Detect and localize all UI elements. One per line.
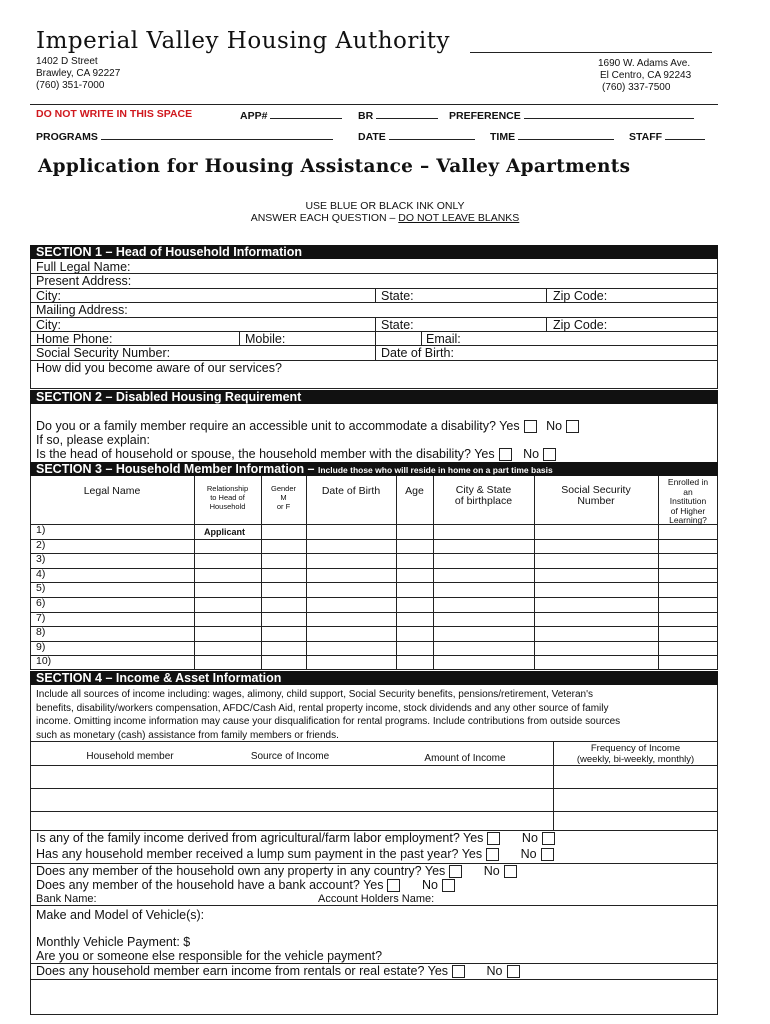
col-relationship-line: Relationship bbox=[206, 484, 249, 493]
time-field[interactable] bbox=[490, 129, 614, 143]
hoh-disability-no-checkbox[interactable] bbox=[543, 448, 556, 461]
income-row-2[interactable] bbox=[30, 788, 553, 811]
right-address-line: (760) 337-7500 bbox=[602, 82, 671, 93]
mobile-field[interactable]: Mobile: bbox=[245, 332, 286, 346]
household-member-row[interactable] bbox=[30, 641, 718, 656]
instruction-blanks bbox=[0, 212, 770, 224]
col-amount-income: Amount of Income bbox=[424, 753, 506, 764]
household-member-row[interactable] bbox=[30, 568, 718, 583]
home-phone-field[interactable]: Home Phone: bbox=[36, 332, 113, 346]
col-relationship bbox=[194, 484, 261, 511]
state-field[interactable]: State: bbox=[381, 289, 414, 303]
col-relationship-line: Household bbox=[209, 502, 246, 511]
aware-field[interactable]: How did you become aware of our services? bbox=[36, 361, 282, 375]
household-member-row[interactable] bbox=[30, 553, 718, 568]
email-field[interactable]: Email: bbox=[426, 332, 461, 346]
accessible-unit-no-label: No bbox=[546, 419, 563, 433]
col-ssn-line: Social Security bbox=[561, 484, 631, 496]
left-address-line: 1402 D Street bbox=[36, 56, 98, 67]
col-city-state-line: City & State bbox=[455, 484, 512, 496]
dob-field[interactable]: Date of Birth: bbox=[381, 346, 454, 360]
instruction-prefix: ANSWER EACH QUESTION – bbox=[250, 212, 399, 224]
row-number: 5) bbox=[36, 582, 46, 594]
accessible-unit-yes-checkbox[interactable] bbox=[524, 420, 537, 433]
agri-income-no-checkbox[interactable] bbox=[542, 832, 555, 845]
app-label: APP# bbox=[240, 110, 268, 122]
col-enrolled-line: an bbox=[683, 486, 693, 497]
staff-label: STAFF bbox=[629, 131, 663, 143]
date-label: DATE bbox=[358, 131, 386, 143]
property-yes-checkbox[interactable] bbox=[449, 865, 462, 878]
col-enrolled-line: Enrolled in bbox=[667, 477, 709, 487]
programs-field[interactable] bbox=[36, 129, 333, 143]
left-address-line: (760) 351-7000 bbox=[36, 80, 105, 91]
office-use-notice: DO NOT WRITE IN THIS SPACE bbox=[36, 108, 193, 120]
account-holders-field[interactable]: Account Holders Name: bbox=[318, 893, 435, 905]
col-source-income: Source of Income bbox=[250, 751, 330, 762]
rental-income-no-checkbox[interactable] bbox=[507, 965, 520, 978]
preference-field[interactable] bbox=[449, 108, 694, 122]
lump-sum-no-checkbox[interactable] bbox=[541, 848, 554, 861]
rental-income-label: Does any household member earn income from rentals or real estate? Yes bbox=[36, 964, 449, 978]
section3-heading bbox=[30, 462, 718, 476]
col-ssn-line: Number bbox=[577, 495, 615, 507]
rental-income-no-label: No bbox=[486, 964, 503, 978]
bank-account-no-checkbox[interactable] bbox=[442, 879, 455, 892]
vehicle-payment-field[interactable]: Monthly Vehicle Payment: $ bbox=[36, 935, 191, 949]
mailing-address-field[interactable]: Mailing Address: bbox=[36, 303, 128, 317]
income-instructions bbox=[36, 688, 716, 742]
rental-income-yes-checkbox[interactable] bbox=[452, 965, 465, 978]
bank-account-no-label: No bbox=[421, 878, 438, 892]
accessible-unit-label: Do you or a family member require an accessible unit to accommodate a disability? Yes bbox=[36, 419, 520, 433]
col-enrolled-line: Institution bbox=[669, 496, 707, 506]
col-frequency bbox=[553, 743, 718, 765]
date-field[interactable] bbox=[358, 129, 475, 143]
income-instructions-line: Include all sources of income including: wages, alimony, child support, Social Security benefits, pensions/retirement, Veteran's bbox=[36, 689, 594, 700]
col-gender-line: or F bbox=[276, 502, 291, 511]
row-number: 1) bbox=[36, 524, 46, 536]
br-label: BR bbox=[358, 110, 374, 122]
col-enrolled-line: Learning? bbox=[669, 515, 707, 525]
left-address bbox=[36, 56, 120, 92]
col-city-state-line: of birthplace bbox=[454, 495, 513, 507]
col-relationship-line: to Head of bbox=[210, 493, 245, 502]
right-address-line: 1690 W. Adams Ave. bbox=[598, 58, 691, 69]
col-enrolled bbox=[658, 478, 718, 526]
instruction-underlined: DO NOT LEAVE BLANKS bbox=[398, 212, 520, 224]
mailing-zip-field[interactable]: Zip Code: bbox=[553, 318, 608, 332]
office-use-row-1 bbox=[36, 108, 192, 120]
applicant-label: Applicant bbox=[204, 527, 246, 537]
row-number: 7) bbox=[36, 612, 46, 624]
col-dob: Date of Birth bbox=[321, 485, 381, 497]
household-member-row[interactable] bbox=[30, 655, 718, 670]
bank-account-yes-checkbox[interactable] bbox=[387, 879, 400, 892]
col-enrolled-line: of Higher bbox=[670, 505, 706, 516]
income-instructions-line: benefits, disability/workers compensation, AFDC/Cash Aid, rental property income, stock dividends and any other source of family bbox=[36, 702, 609, 714]
household-member-row[interactable] bbox=[30, 524, 718, 539]
row-number: 8) bbox=[36, 626, 46, 638]
br-field[interactable] bbox=[358, 108, 438, 122]
bank-account-question bbox=[36, 878, 455, 892]
agri-income-label: Is any of the family income derived from agricultural/farm labor employment? Yes bbox=[36, 831, 484, 845]
lump-sum-question bbox=[36, 847, 554, 861]
property-no-checkbox[interactable] bbox=[504, 865, 517, 878]
title-underline bbox=[470, 52, 712, 53]
col-gender bbox=[261, 484, 306, 511]
bank-account-label: Does any member of the household have a bank account? Yes bbox=[36, 878, 384, 892]
lump-sum-no-label: No bbox=[520, 847, 537, 861]
mailing-city-field[interactable]: City: bbox=[36, 318, 61, 332]
section2-heading: SECTION 2 – Disabled Housing Requirement bbox=[30, 390, 718, 404]
property-no-label: No bbox=[483, 864, 500, 878]
hoh-disability-no-label: No bbox=[523, 447, 540, 461]
section4-heading: SECTION 4 – Income & Asset Information bbox=[30, 671, 718, 685]
city-field[interactable]: City: bbox=[36, 289, 61, 303]
property-label: Does any member of the household own any property in any country? Yes bbox=[36, 864, 446, 878]
vehicle-field[interactable]: Make and Model of Vehicle(s): bbox=[36, 908, 205, 922]
hoh-disability-question bbox=[36, 447, 556, 461]
row-number: 4) bbox=[36, 568, 46, 580]
mailing-state-field[interactable]: State: bbox=[381, 318, 414, 332]
row-number: 9) bbox=[36, 641, 46, 653]
household-member-row[interactable] bbox=[30, 539, 718, 554]
zip-field[interactable]: Zip Code: bbox=[553, 289, 608, 303]
lump-sum-label: Has any household member received a lump sum payment in the past year? Yes bbox=[36, 847, 483, 861]
left-address-line: Brawley, CA 92227 bbox=[36, 68, 121, 79]
instruction-ink: USE BLUE OR BLACK INK ONLY bbox=[305, 200, 465, 212]
accessible-unit-question bbox=[36, 419, 579, 433]
col-gender-line: M bbox=[280, 493, 287, 502]
household-member-row[interactable] bbox=[30, 612, 718, 627]
agri-income-question bbox=[36, 831, 555, 845]
property-question bbox=[36, 864, 517, 878]
col-household-member: Household member bbox=[86, 751, 174, 762]
rental-income-question bbox=[36, 964, 520, 978]
col-gender-line: Gender bbox=[270, 484, 297, 493]
hoh-disability-yes-checkbox[interactable] bbox=[499, 448, 512, 461]
form-title: Application for Housing Assistance – Valley Apartments bbox=[38, 156, 631, 177]
agri-income-no-label: No bbox=[521, 831, 538, 845]
row-number: 3) bbox=[36, 553, 46, 565]
row-number: 6) bbox=[36, 597, 46, 609]
staff-field[interactable] bbox=[629, 129, 705, 143]
section3-note: Include those who will reside in home on a part time basis bbox=[318, 465, 553, 475]
income-instructions-line: such as monetary (cash) assistance from family members or friends. bbox=[36, 729, 339, 741]
household-member-row[interactable] bbox=[30, 597, 718, 612]
section1-heading: SECTION 1 – Head of Household Information bbox=[30, 245, 718, 259]
col-frequency-line: (weekly, bi-weekly, monthly) bbox=[576, 754, 695, 765]
col-frequency-line: Frequency of Income bbox=[590, 743, 681, 754]
time-label: TIME bbox=[490, 131, 516, 143]
preference-label: PREFERENCE bbox=[449, 110, 521, 122]
present-address-field[interactable]: Present Address: bbox=[36, 274, 132, 288]
vehicle-responsible-field[interactable]: Are you or someone else responsible for the vehicle payment? bbox=[36, 949, 383, 963]
agri-income-yes-checkbox[interactable] bbox=[487, 832, 500, 845]
col-city-state bbox=[433, 485, 534, 507]
ssn-field[interactable]: Social Security Number: bbox=[36, 346, 171, 360]
col-age: Age bbox=[405, 485, 424, 497]
section3-title: SECTION 3 – Household Member Information – bbox=[36, 462, 315, 476]
accessible-unit-no-checkbox[interactable] bbox=[566, 420, 579, 433]
row-number: 2) bbox=[36, 539, 46, 551]
lump-sum-yes-checkbox[interactable] bbox=[486, 848, 499, 861]
bank-name-field[interactable]: Bank Name: bbox=[36, 893, 97, 905]
income-row-3[interactable] bbox=[30, 811, 553, 830]
household-member-row[interactable] bbox=[30, 582, 718, 597]
hoh-disability-label: Is the head of household or spouse, the household member with the disability? Yes bbox=[36, 447, 495, 461]
app-field[interactable] bbox=[240, 108, 342, 122]
income-row-1[interactable] bbox=[30, 765, 553, 788]
agency-name: Imperial Valley Housing Authority bbox=[36, 28, 450, 54]
explain-field[interactable]: If so, please explain: bbox=[36, 433, 150, 447]
row-number: 10) bbox=[36, 655, 52, 667]
right-address-line: El Centro, CA 92243 bbox=[600, 70, 692, 81]
full-legal-name-field[interactable]: Full Legal Name: bbox=[36, 260, 131, 274]
household-member-row[interactable] bbox=[30, 626, 718, 641]
income-instructions-line: income. Omitting income information may cause your disqualification for rental programs. Include contributions from outside sources bbox=[36, 716, 621, 727]
col-legal-name: Legal Name bbox=[83, 485, 141, 497]
col-ssn bbox=[534, 485, 658, 507]
right-address bbox=[598, 58, 691, 94]
programs-label: PROGRAMS bbox=[36, 131, 98, 143]
